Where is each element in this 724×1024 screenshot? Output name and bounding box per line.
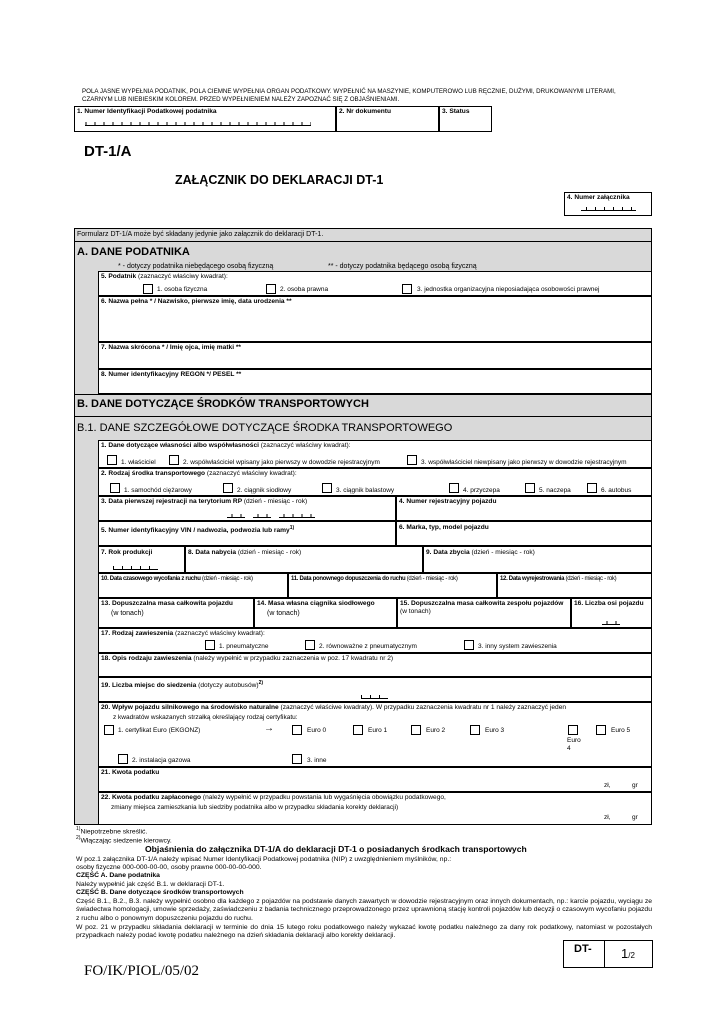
tax-paid-hint: (należy wypełnić w przypadku powstania lub wygaśnięcia obowiązku podatkowego, (202, 794, 446, 801)
date-year-comb (279, 514, 315, 518)
section-b1-title: B.1. DANE SZCZEGÓŁOWE DOTYCZĄCE ŚRODKA TRANSPORTOWEGO (77, 422, 453, 434)
checkbox-euro-0[interactable] (292, 725, 302, 735)
tractor-weight-field[interactable] (254, 598, 397, 628)
option-trailer: 4. przyczepa (463, 487, 500, 494)
explanations-title: Objaśnienia do załącznika DT-1/A do deklaracji DT-1 o posiadanych środkach transportowych (145, 844, 527, 854)
page-title: ZAŁĄCZNIK DO DEKLARACJI DT-1 (175, 173, 384, 187)
combination-weight-unit: (w tonach) (400, 608, 431, 615)
gross-weight-field[interactable] (98, 598, 254, 628)
legend-legal-entity: * - dotyczy podatnika niebędącego osobą fizyczną (118, 263, 274, 270)
option-truck: 1. samochód ciężarowy (124, 487, 192, 494)
checkbox-natural-person[interactable] (143, 284, 153, 294)
deregistration-date-hint: (dzień - miesiąc - rok) (565, 576, 617, 582)
suspension-description-hint: (należy wypełnić w przypadku zaznaczenia w poz. 17 kwadratu nr 2) (193, 655, 394, 662)
option-pneumatic: 1. pneumatyczne (219, 643, 269, 650)
checkbox-trailer[interactable] (449, 483, 459, 493)
explanation-part-b-title: CZĘŚĆ B. Dane dotyczące środków transportowych (76, 889, 244, 896)
checkbox-bus[interactable] (587, 483, 597, 493)
option-euro-3: Euro 3 (485, 727, 505, 734)
ownership-hint: (zaznaczyć właściwy kwadrat): (260, 442, 351, 449)
form-instruction: POLA JASNE WYPEŁNIA PODATNIK, POLA CIEMNE WYPEŁNIA ORGAN PODATKOWY. WYPEŁNIĆ NA MASZYNIE, KOMPUTEROWO LUB RĘCZNIE, DUŻYMI, DRUKOWANYMI LITERAMI, CZARNYM LUB NIEBIESKIM KOLOREM. PRZED WYPEŁNIENIEM NALEŻY ZAPOZNAĆ SIĘ Z OBJAŚNIENIAMI. (82, 88, 616, 103)
checkbox-co-owner-first[interactable] (169, 455, 179, 465)
checkbox-gas-installation[interactable] (118, 754, 128, 764)
checkbox-semi-trailer[interactable] (525, 483, 535, 493)
explanation-part-b-text: Część B.1., B.2., B.3. należy wypełnić osobno dla każdego z pojazdów na podstawie danych zawartych w dowodzie rejestracyjnym oraz innych dokumentach, np.: karcie pojazdu, wyciągu ze świadectwa homologacji, umowie sprzedaży, zaświadczeniu z badania technicznego przeprowadzonego przez uprawnioną stację kontroli pojazdów lub decyzji o czasowym wycofaniu pojazdu z ruchu albo o ponownym dopuszczeniu pojazdu do ruchu. (76, 898, 652, 922)
readmission-date-hint: (dzień - miesiąc - rok) (406, 576, 458, 582)
make-model-field[interactable] (396, 521, 652, 546)
checkbox-equivalent-pneumatic[interactable] (305, 640, 315, 650)
explanation-part-a-text: Należy wypełnić jak część B.1. w deklaracji DT-1. (76, 881, 225, 888)
option-bus: 6. autobus (601, 487, 632, 494)
disposal-date-label: 9. Data zbycia (426, 549, 470, 556)
document-number-field (336, 106, 439, 132)
option-euro-1: Euro 1 (368, 727, 388, 734)
checkbox-other-suspension[interactable] (464, 640, 474, 650)
vin-label: 5. Numer identyfikacyjny VIN / nadwozia, podwozia lub ramy (101, 527, 290, 535)
option-euro-certificate: 1. certyfikat Euro (EKGONZ) (118, 727, 201, 734)
nip-label: 1. Numer Identyfikacji Podatkowej podatnika (77, 108, 217, 115)
tractor-weight-label: 14. Masa własna ciągnika siodłowego (257, 600, 375, 607)
option-owner: 1. właściciel (121, 459, 156, 466)
checkbox-euro-2[interactable] (411, 725, 421, 735)
option-natural-person: 1. osoba fizyczna (157, 286, 208, 293)
checkbox-other[interactable] (292, 754, 302, 764)
checkbox-organizational-unit[interactable] (402, 284, 412, 294)
option-organizational-unit: 3. jednostka organizacyjna nieposiadająca osobowości prawnej (417, 286, 600, 293)
option-euro-2: Euro 2 (426, 727, 446, 734)
footnote-2-text: Włączając siedzenie kierowcy. (80, 837, 172, 845)
taxpayer-type-hint: (zaznaczyć właściwy kwadrat): (138, 273, 228, 280)
tax-amount-gr: gr (632, 782, 638, 789)
vin-field[interactable] (98, 521, 396, 546)
ownership-label: 1. Dane dotyczące własności albo współwłasności (101, 442, 259, 449)
option-euro-0: Euro 0 (307, 727, 327, 734)
taxpayer-type-label: 5. Podatnik (101, 273, 137, 280)
bottom-form-code: FO/IK/PIOL/05/02 (84, 963, 200, 979)
registration-number-label: 4. Numer rejestracyjny pojazdu (399, 498, 497, 505)
full-name-field[interactable] (98, 296, 652, 342)
seats-count-comb (361, 695, 388, 699)
make-model-label: 6. Marka, typ, model pojazdu (399, 524, 489, 531)
temporary-withdrawal-date-label: 10. Data czasowego wycofania z ruchu (101, 576, 201, 582)
axle-count-field[interactable] (571, 598, 652, 628)
option-co-owner-other: 3. współwłaściciel niewpisany jako pierwszy w dowodzie rejestracyjnym (421, 459, 627, 466)
acquisition-date-field[interactable] (185, 546, 423, 573)
short-name-label: 7. Nazwa skrócona * / Imię ojca, imię matki ** (101, 344, 241, 351)
environment-impact-hint2: z kwadratów wskazanych strzałką określający rodzaj certyfikatu: (113, 714, 298, 721)
tax-paid-zl: zł, (604, 814, 611, 821)
checkbox-euro-certificate[interactable] (104, 725, 114, 735)
disposal-date-field[interactable] (423, 546, 652, 573)
checkbox-owner[interactable] (107, 455, 117, 465)
page-number-current: 1 (621, 946, 629, 961)
first-registration-date-field[interactable] (98, 496, 396, 521)
legend-natural-person: ** - dotyczy podatnika będącego osobą fizyczną (328, 263, 477, 270)
nip-field[interactable] (74, 106, 336, 132)
registration-number-field[interactable] (396, 496, 652, 521)
seats-count-field[interactable] (98, 677, 652, 702)
deregistration-date-label: 12. Data wyrejestrowania (500, 576, 565, 582)
checkbox-semi-tractor[interactable] (223, 483, 233, 493)
first-registration-date-hint: (dzień - miesiąc - rok) (243, 498, 308, 505)
option-gas-installation: 2. instalacja gazowa (132, 757, 191, 764)
checkbox-pneumatic[interactable] (205, 640, 215, 650)
option-other-suspension: 3. inny system zawieszenia (478, 643, 557, 650)
short-name-field[interactable] (98, 342, 652, 369)
gross-weight-label: 13. Dopuszczalna masa całkowita pojazdu (101, 600, 233, 607)
checkbox-euro-1[interactable] (353, 725, 363, 735)
production-year-label: 7. Rok produkcji (101, 549, 153, 556)
attachment-number-label: 4. Numer załącznika (567, 194, 630, 201)
seats-footnote-mark: 2) (258, 680, 264, 686)
attachment-note: Formularz DT-1/A może być składany jedynie jako załącznik do deklaracji DT-1. (77, 231, 324, 238)
regon-pesel-field[interactable] (98, 369, 652, 394)
option-semi-trailer: 5. naczepa (539, 487, 571, 494)
production-year-comb (113, 566, 158, 570)
option-semi-tractor: 2. ciągnik siodłowy (237, 487, 292, 494)
status-field (439, 106, 492, 132)
acquisition-date-label: 8. Data nabycia (188, 549, 237, 556)
suspension-description-field[interactable] (98, 653, 652, 677)
axle-count-comb (602, 621, 620, 625)
combination-weight-field[interactable] (397, 598, 571, 628)
page-number (621, 946, 635, 961)
checkbox-co-owner-other[interactable] (407, 455, 417, 465)
suspension-description-label: 18. Opis rodzaju zawieszenia (101, 655, 192, 662)
tax-amount-zl: zł, (604, 782, 611, 789)
status-label: 3. Status (442, 108, 470, 115)
checkbox-legal-person[interactable] (266, 284, 276, 294)
acquisition-date-hint: (dzień - miesiąc - rok) (237, 549, 302, 556)
footnote-2-mark: 2) (76, 835, 81, 841)
tractor-weight-unit: (w tonach) (267, 610, 300, 617)
gross-weight-unit: (w tonach) (111, 610, 144, 617)
section-b-title: B. DANE DOTYCZĄCE ŚRODKÓW TRANSPORTOWYCH (77, 398, 369, 410)
readmission-date-field[interactable] (288, 573, 497, 598)
combination-weight-label: 15. Dopuszczalna masa całkowita zespołu pojazdów (400, 600, 564, 607)
footnote-1-mark: 1) (76, 826, 81, 832)
option-ballast-tractor: 3. ciągnik balastowy (336, 487, 395, 494)
checkbox-truck[interactable] (110, 483, 120, 493)
vehicle-type-label: 2. Rodzaj środka transportowego (101, 470, 206, 477)
vin-footnote-mark: 1) (289, 525, 295, 531)
page-box-code: DT- (574, 943, 592, 955)
nip-comb (85, 122, 311, 126)
readmission-date-label: 11. Data ponownego dopuszczenia do ruchu (291, 576, 406, 582)
regon-pesel-label: 8. Numer identyfikacyjny REGON */ PESEL ** (101, 371, 242, 378)
suspension-type-hint: (zaznaczyć właściwy kwadrat): (175, 630, 265, 637)
option-other: 3. inne (307, 757, 327, 764)
first-registration-date-label: 3. Data pierwszej rejestracji na terytorium RP (101, 498, 242, 505)
checkbox-euro-5[interactable] (596, 725, 606, 735)
page-number-total: /2 (628, 951, 635, 960)
option-euro-4: Euro 4 (567, 737, 581, 752)
tax-paid-hint2: zmiany miejsca zamieszkania lub siedziby podatnika albo w przypadku składania korekty deklaracji) (111, 804, 399, 811)
section-a-title: A. DANE PODATNIKA (77, 246, 190, 258)
full-name-label: 6. Nazwa pełna * / Nazwisko, pierwsze imię, data urodzenia ** (101, 298, 292, 305)
checkbox-euro-4[interactable] (568, 725, 578, 735)
environment-impact-label: 20. Wpływ pojazdu silnikowego na środowisko naturalne (101, 704, 279, 711)
checkbox-euro-3[interactable] (470, 725, 480, 735)
form-code: DT-1/A (84, 143, 132, 160)
temporary-withdrawal-date-field[interactable] (98, 573, 288, 598)
explanation-part-a-title: CZĘŚĆ A. Dane podatnika (76, 872, 160, 879)
environment-impact-hint: (zaznaczyć właściwe kwadraty). W przypadku zaznaczenia kwadratu nr 1 należy zaznaczyć jeden (280, 704, 567, 711)
vehicle-type-hint: (zaznaczyć właściwy kwadrat): (206, 470, 297, 477)
production-year-field[interactable] (98, 546, 185, 573)
axle-count-label: 16. Liczba osi pojazdu (574, 600, 644, 607)
option-legal-person: 2. osoba prawna (280, 286, 329, 293)
option-equivalent-pneumatic: 2. równoważne z pneumatycznym (319, 643, 417, 650)
deregistration-date-field[interactable] (497, 573, 652, 598)
tax-paid-field[interactable] (98, 792, 652, 825)
tax-paid-gr: gr (632, 814, 638, 821)
option-euro-5: Euro 5 (611, 727, 631, 734)
seats-count-hint: (dotyczy autobusów) (198, 682, 259, 690)
option-co-owner-first: 2. współwłaściciel wpisany jako pierwszy w dowodzie rejestracyjnym (183, 459, 380, 466)
attachment-number-field[interactable] (564, 192, 652, 216)
document-number-label: 2. Nr dokumentu (339, 108, 392, 115)
temporary-withdrawal-date-hint: (dzień - miesiąc - rok) (201, 576, 253, 582)
tax-amount-label: 21. Kwota podatku (101, 769, 160, 776)
tax-amount-field[interactable] (98, 767, 652, 792)
explanation-nip: W poz.1 załącznika DT-1/A należy wpisać Numer Identyfikacji Podatkowej podatnika (NIP) z uwzględnieniem myślników, np.: (76, 856, 452, 863)
tax-paid-label: 22. Kwota podatku zapłaconego (101, 794, 202, 801)
attachment-number-comb (581, 207, 636, 211)
arrow-icon: → (264, 723, 274, 734)
suspension-type-label: 17. Rodzaj zawieszenia (101, 630, 174, 637)
disposal-date-hint: (dzień - miesiąc - rok) (471, 549, 535, 556)
explanation-nip-example: osoby fizyczne 000-000-00-00, osoby prawne 000-00-00-000. (76, 864, 262, 871)
seats-count-label: 19. Liczba miejsc do siedzenia (101, 682, 197, 690)
checkbox-ballast-tractor[interactable] (322, 483, 332, 493)
explanation-field-21: W poz. 21 w przypadku składania deklaracji w terminie do dnia 15 lutego roku podatkowego należy wykazać kwotę podatku należnego za dany rok podatkowy, natomiast w pozostałych przypadkach należy podać kwotę podatku należnego na dzień składania deklaracji albo korekty deklaracji. (76, 924, 652, 940)
date-day-comb (227, 514, 245, 518)
footnote-1-text: Niepotrzebne skreślić. (80, 828, 148, 836)
date-month-comb (253, 514, 271, 518)
